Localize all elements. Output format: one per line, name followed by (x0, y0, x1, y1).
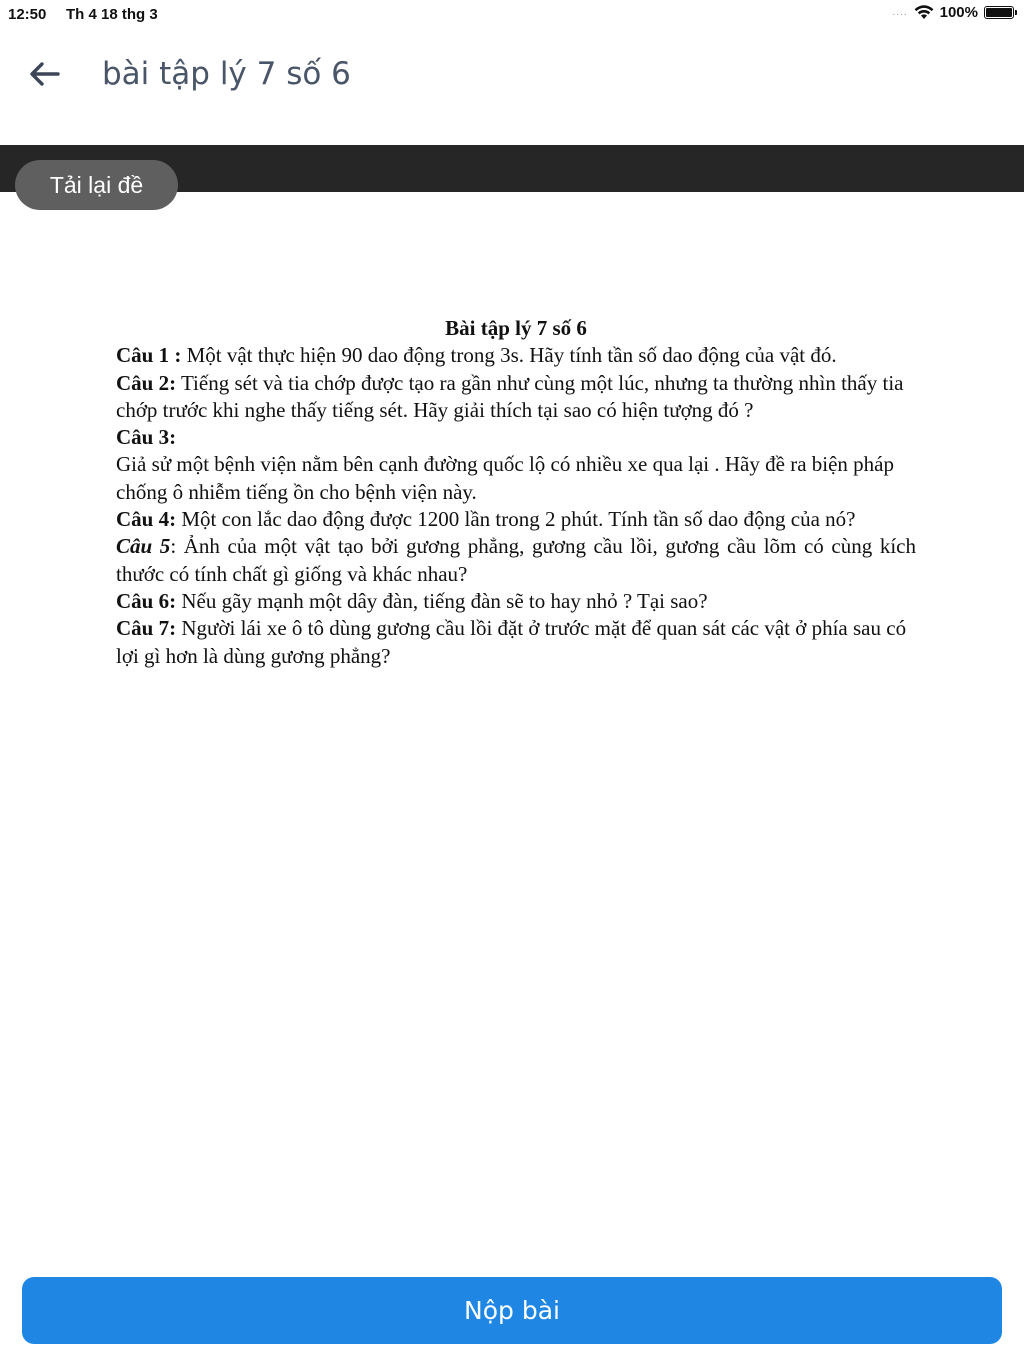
status-indicators (893, 4, 1015, 21)
battery-fill (986, 8, 1012, 17)
status-date: Th 4 18 thg 3 (66, 6, 158, 23)
exam-document (116, 315, 916, 670)
question-3 (116, 451, 916, 506)
question-text: Một vật thực hiện 90 dao động trong 3s. Hãy tính tần số dao động của vật đó. (181, 343, 837, 368)
back-button[interactable] (24, 56, 64, 96)
question-text: Người lái xe ô tô dùng gương cầu lồi đặt ở trước mặt để quan sát các vật ở phía sau có lợi gì hơn là dùng gương phẳng? (116, 616, 907, 668)
question-text: Nếu gãy mạnh một dây đàn, tiếng đàn sẽ to hay nhỏ ? Tại sao? (176, 588, 708, 613)
question-1 (116, 342, 916, 369)
question-label: Câu 7: (116, 616, 177, 641)
battery-percent: 100% (939, 4, 978, 21)
question-5 (116, 533, 916, 588)
question-7 (116, 615, 916, 670)
status-bar (0, 0, 1024, 28)
question-2 (116, 370, 916, 425)
battery-icon (984, 6, 1014, 19)
page-title: bài tập lý 7 số 6 (102, 56, 351, 92)
question-label: Câu 1 : (116, 343, 182, 368)
signal-icon: .... (892, 7, 908, 18)
question-text: : Ảnh của một vật tạo bởi gương phẳng, gương cầu lồi, gương cầu lõm có cùng kích thước có tính chất gì giống và khác nhau? (116, 534, 917, 586)
question-3-label (116, 424, 916, 451)
document-title: Bài tập lý 7 số 6 (445, 316, 587, 340)
wifi-icon (914, 5, 934, 20)
question-4 (116, 506, 916, 533)
question-text: Giả sử một bệnh viện nằm bên cạnh đường quốc lộ có nhiều xe qua lại . Hãy đề ra biện pháp chống ô nhiễm tiếng ồn cho bệnh viện này. (116, 452, 894, 504)
question-label: Câu 4: (116, 507, 177, 532)
header (0, 40, 1024, 115)
question-text: Tiếng sét và tia chớp được tạo ra gần như cùng một lúc, nhưng ta thường nhìn thấy tia chớp trước khi nghe thấy tiếng sét. Hãy giải thích tại sao có hiện tượng đó ? (116, 370, 904, 422)
question-label: Câu 6: (116, 588, 177, 613)
status-time: 12:50 (8, 6, 47, 23)
question-6 (116, 588, 916, 615)
question-label: Câu 5 (116, 534, 171, 559)
reload-exam-button[interactable]: Tải lại đề (15, 160, 178, 210)
question-label: Câu 2: (116, 370, 177, 395)
question-label: Câu 3: (116, 425, 177, 450)
submit-button[interactable]: Nộp bài (22, 1277, 1002, 1344)
arrow-left-icon (28, 61, 60, 92)
question-text: Một con lắc dao động được 1200 lần trong 2 phút. Tính tần số dao động của nó? (176, 507, 856, 532)
